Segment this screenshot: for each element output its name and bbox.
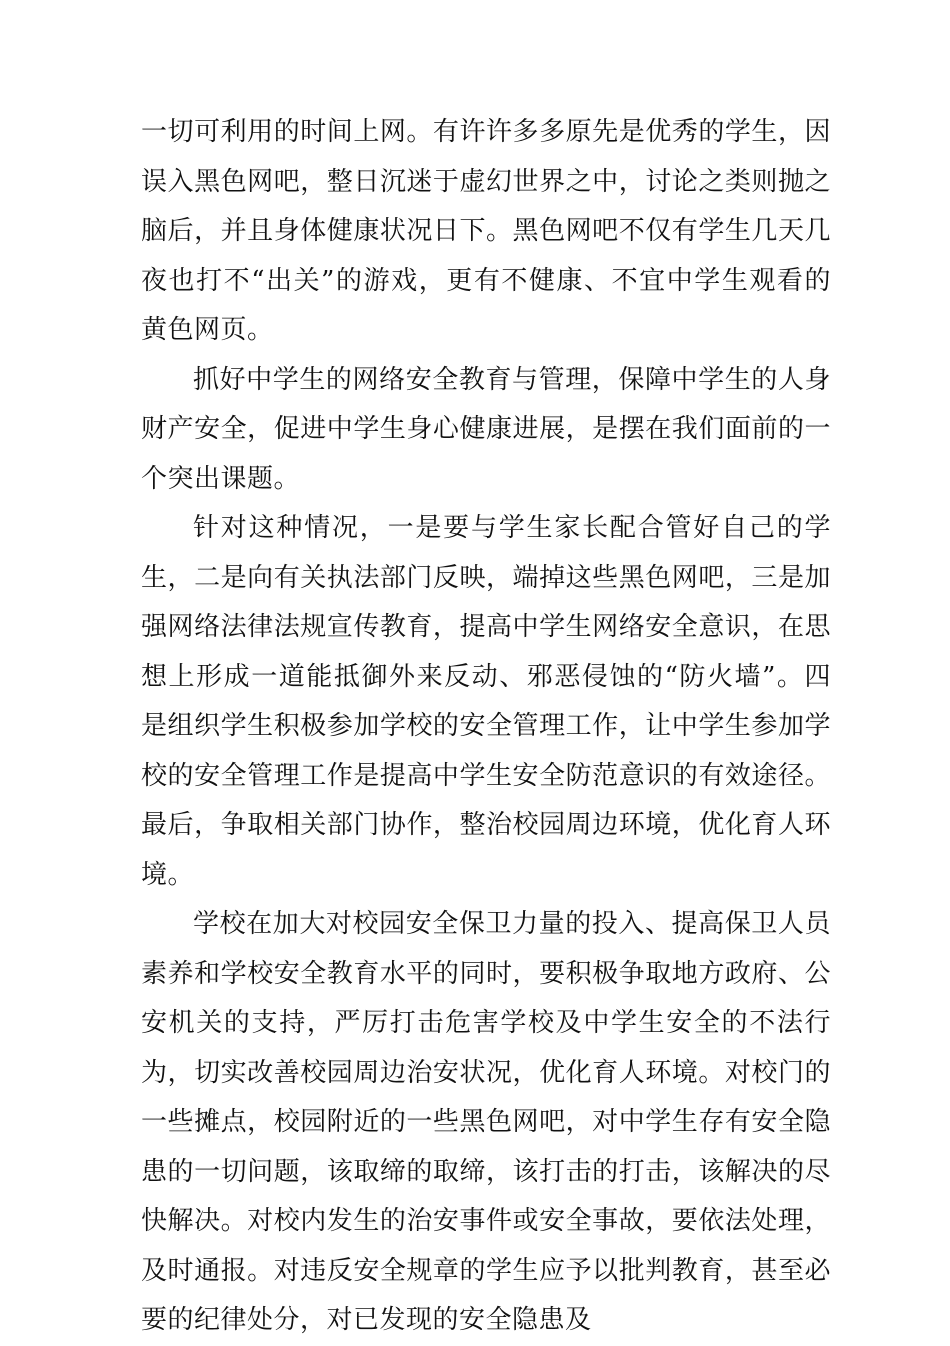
paragraph-2: 抓好中学生的网络安全教育与管理，保障中学生的人身财产安全，促进中学生身心健康进展，是摆在我们面前的一个突出课题。 (141, 364, 831, 494)
paragraph-4: 学校在加大对校园安全保卫力量的投入、提高保卫人员素养和学校安全教育水平的同时，要积极争取地方政府、公安机关的支持，严厉打击危害学校及中学生安全的不法行为，切实改善校园周边治安状况，优化育人环境。对校门的一些摊点，校园附近的一些黑色网吧，对中学生存有安全隐患的一切问题，该取缔的取缔，该打击的打击，该解决的尽快解决。对校内发生的治安事件或安全事故，要依法处理，及时通报。对违反安全规章的学生应予以批判教育，甚至必要的纪律处分，对已发现的安全隐患及 (141, 909, 831, 1335)
paragraph-1: 一切可利用的时间上网。有许许多多原先是优秀的学生，因误入黑色网吧，整日沉迷于虚幻世界之中，讨论之类则抛之脑后，并且身体健康状况日下。黑色网吧不仅有学生几天几夜也打不“出关”的游戏，更有不健康、不宜中学生观看的黄色网页。 (141, 117, 831, 345)
paragraph-3: 针对这种情况，一是要与学生家长配合管好自己的学生，二是向有关执法部门反映，端掉这些黑色网吧，三是加强网络法律法规宣传教育，提高中学生网络安全意识，在思想上形成一道能抵御外来反动、邪恶侵蚀的“防火墙”。四是组织学生积极参加学校的安全管理工作，让中学生参加学校的安全管理工作是提高中学生安全防范意识的有效途径。最后，争取相关部门协作，整治校园周边环境，优化育人环境。 (141, 513, 831, 890)
document-body (141, 108, 831, 1346)
